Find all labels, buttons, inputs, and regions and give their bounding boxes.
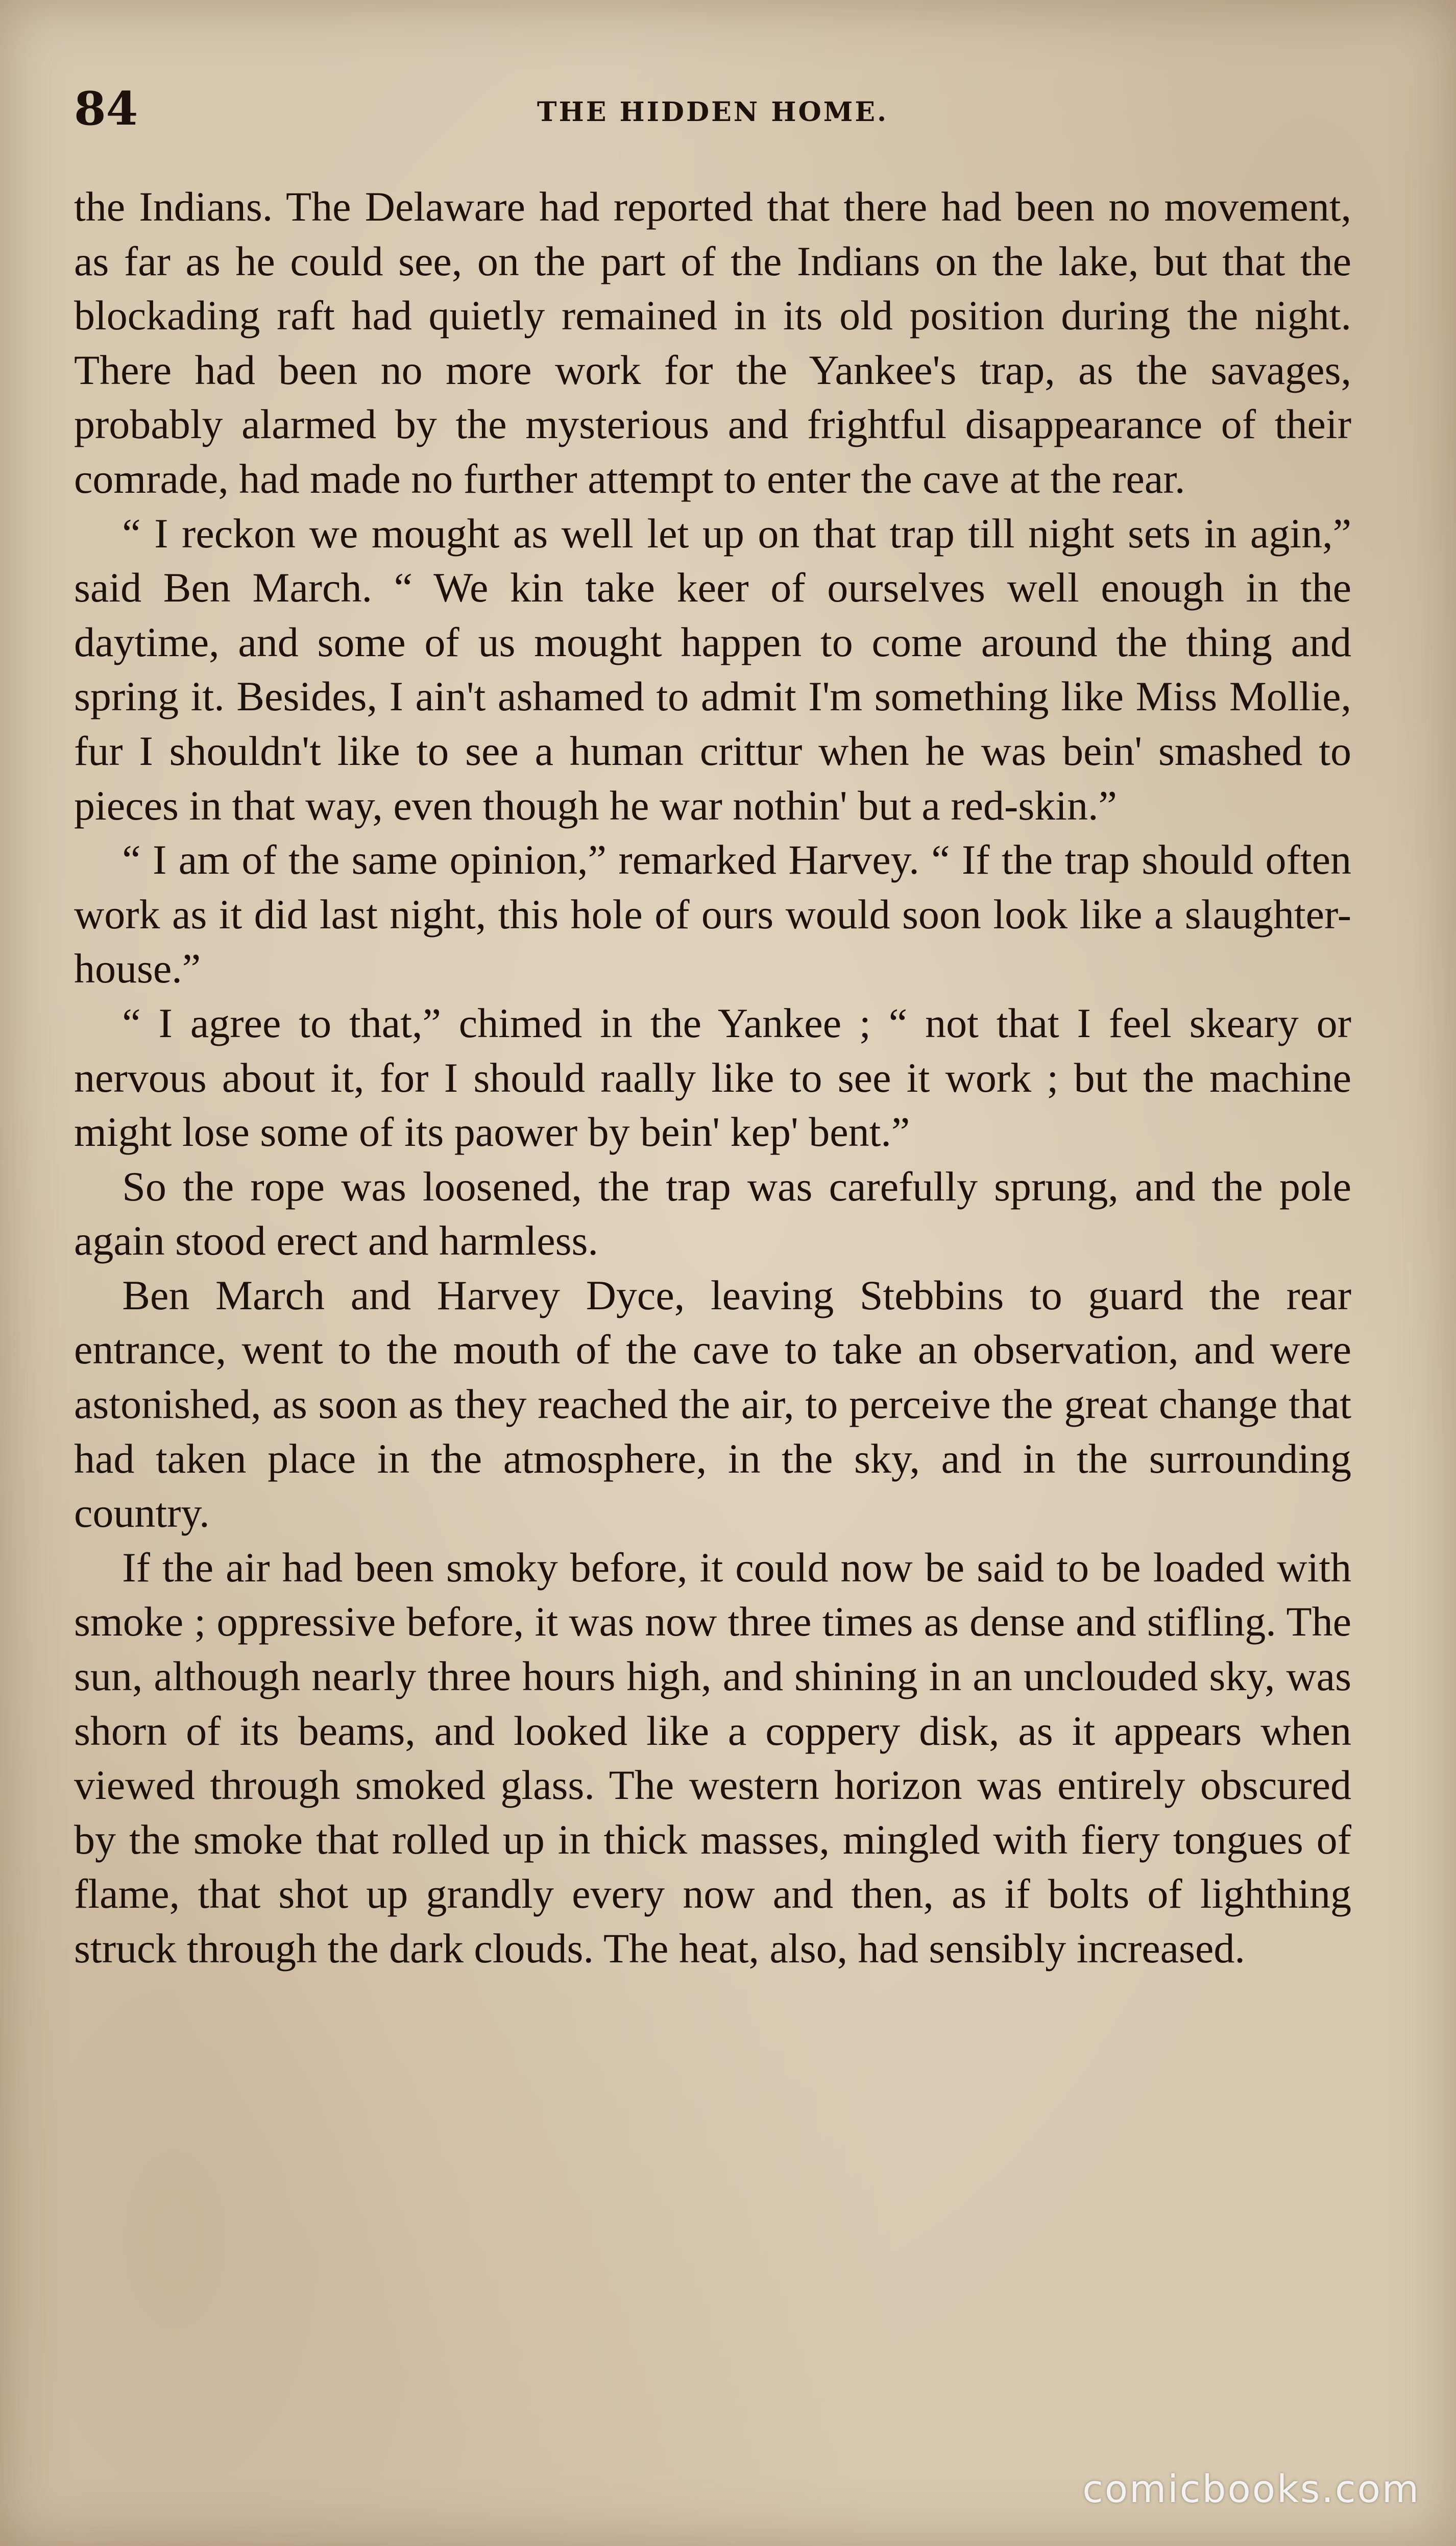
paragraph: “ I am of the same opinion,” remarked Harvey. “ If the trap should often work as it did last night, this hole of ours would soon look like a slaughter-house.” bbox=[74, 836, 1351, 992]
page-number: 84 bbox=[74, 82, 138, 136]
site-watermark: comicbooks.com bbox=[1082, 2467, 1420, 2511]
paragraph: “ I agree to that,” chimed in the Yankee ; “ not that I feel skeary or nervous about it, for I should raally like to see it work ; but the machine might lose some of its paower by bein' kep' bent.” bbox=[74, 999, 1351, 1156]
paragraph: If the air had been smoky before, it could now be said to be loaded with smoke ; oppressive before, it was now three times as dense and stifling. The sun, although nearly three hours high, and shining in an unclouded sky, was shorn of its beams, and looked like a coppery disk, as it appears when viewed through smoked glass. The western horizon was entirely obscured by the smoke that rolled up in thick masses, mingled with fiery tongues of flame, that shot up grandly every now and then, as if bolts of lighthing struck through the dark clouds. The heat, also, had sensibly increased. bbox=[74, 1544, 1351, 1972]
paragraph: “ I reckon we mought as well let up on that trap till night sets in agin,” said Ben March. “ We kin take keer of ourselves well enough in the daytime, and some of us mought happen to come around the thing and spring it. Besides, I ain't ashamed to admit I'm something like Miss Mollie, fur I shouldn't like to see a human crittur when he was bein' smashed to pieces in that way, even though he war nothin' but a red-skin.” bbox=[74, 510, 1351, 829]
paragraph: Ben March and Harvey Dyce, leaving Stebbins to guard the rear entrance, went to the mouth of the cave to take an observation, and were astonished, as soon as they reached the air, to perceive the great change that had taken place in the atmosphere, in the sky, and in the surrounding country. bbox=[74, 1271, 1351, 1536]
paragraph: So the rope was loosened, the trap was carefully sprung, and the pole again stood erect and harmless. bbox=[74, 1163, 1351, 1264]
body-text bbox=[74, 180, 1351, 1976]
paragraph: the Indians. The Delaware had reported that there had been no movement, as far as he could see, on the part of the Indians on the lake, but that the blockading raft had quietly remained in its old position during the night. There had been no more work for the Yankee's trap, as the savages, probably alarmed by the mysterious and frightful disappearance of their comrade, had made no further attempt to enter the cave at the rear. bbox=[74, 183, 1351, 502]
page-header bbox=[74, 77, 1351, 143]
running-head: THE HIDDEN HOME. bbox=[537, 97, 889, 128]
